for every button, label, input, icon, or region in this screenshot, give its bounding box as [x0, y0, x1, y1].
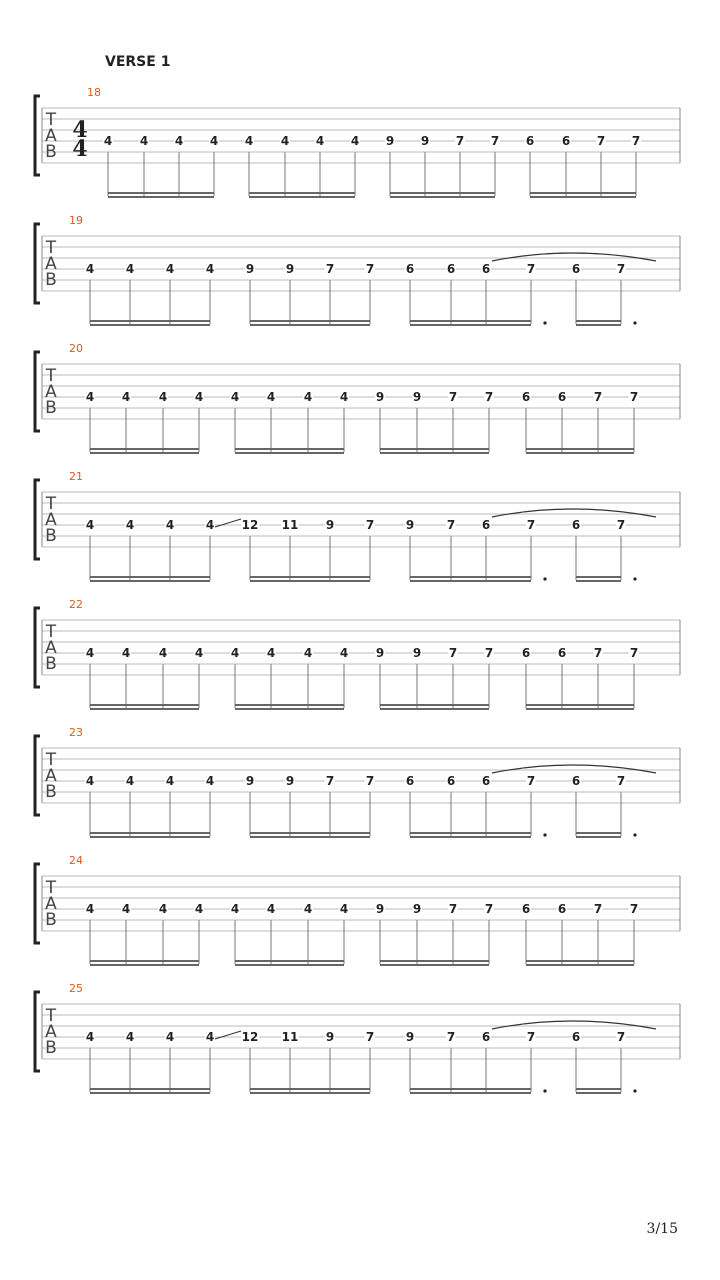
clef-a: A [45, 382, 57, 402]
fret-number: 7 [365, 774, 375, 788]
fret-number: 4 [125, 262, 135, 276]
fret-number: 6 [446, 774, 456, 788]
beam-primary [90, 320, 210, 322]
rhythm-dot [633, 577, 636, 580]
fret-number: 6 [521, 390, 531, 404]
clef-t: T [45, 366, 57, 386]
fret-number: 9 [405, 518, 415, 532]
fret-number: 7 [593, 902, 603, 916]
staff-20 [35, 342, 680, 454]
fret-number: 7 [616, 518, 626, 532]
beam-primary [410, 576, 531, 578]
beam-primary [576, 832, 621, 834]
beam-primary [90, 448, 199, 450]
fret-number: 7 [448, 902, 458, 916]
clef-t: T [45, 878, 57, 898]
beam-secondary [576, 836, 621, 838]
fret-number: 4 [103, 134, 113, 148]
time-signature-bottom: 4 [72, 136, 88, 162]
clef-b: B [45, 142, 57, 162]
beam-primary [235, 704, 344, 706]
page-number: 3/15 [646, 1221, 678, 1237]
fret-number: 9 [245, 774, 255, 788]
fret-number: 7 [455, 134, 465, 148]
beam-primary [410, 1088, 531, 1090]
clef-a: A [45, 126, 57, 146]
beam-secondary [410, 1092, 531, 1094]
beam-secondary [235, 452, 344, 454]
fret-number: 4 [165, 262, 175, 276]
fret-number: 7 [448, 390, 458, 404]
fret-number: 4 [85, 262, 95, 276]
beam-secondary [250, 580, 370, 582]
system-bracket [35, 992, 40, 1071]
system-bracket [35, 480, 40, 559]
system-bracket [35, 352, 40, 431]
fret-number: 4 [121, 646, 131, 660]
beam-secondary [249, 196, 355, 198]
fret-number: 9 [325, 1030, 335, 1044]
fret-number: 6 [571, 1030, 581, 1044]
fret-number: 7 [596, 134, 606, 148]
beam-secondary [235, 964, 344, 966]
fret-number: 4 [139, 134, 149, 148]
beam-secondary [576, 324, 621, 326]
beam-primary [410, 832, 531, 834]
system-bracket [35, 224, 40, 303]
beam-primary [235, 960, 344, 962]
fret-number: 6 [405, 262, 415, 276]
fret-number: 4 [205, 1030, 215, 1044]
bar-number: 22 [69, 598, 83, 611]
fret-number: 9 [420, 134, 430, 148]
fret-number: 4 [266, 390, 276, 404]
beam-secondary [90, 580, 210, 582]
bar-number: 25 [69, 982, 83, 995]
rhythm-dot [633, 1089, 636, 1092]
tie-arc [492, 509, 656, 517]
fret-number: 6 [571, 518, 581, 532]
beam-secondary [576, 1092, 621, 1094]
fret-number: 9 [285, 262, 295, 276]
rhythm-dot [633, 833, 636, 836]
beam-secondary [526, 452, 634, 454]
beam-secondary [410, 580, 531, 582]
fret-number: 11 [281, 518, 299, 532]
clef-t: T [45, 622, 57, 642]
clef-t: T [45, 750, 57, 770]
clef-t: T [45, 110, 57, 130]
beam-secondary [90, 836, 210, 838]
beam-secondary [380, 708, 489, 710]
clef-a: A [45, 638, 57, 658]
beam-primary [90, 576, 210, 578]
rhythm-dot [543, 321, 546, 324]
clef-a: A [45, 894, 57, 914]
fret-number: 6 [481, 774, 491, 788]
fret-number: 7 [631, 134, 641, 148]
beam-primary [108, 192, 214, 194]
fret-number: 7 [616, 1030, 626, 1044]
beam-primary [576, 320, 621, 322]
fret-number: 12 [241, 518, 259, 532]
fret-number: 7 [446, 1030, 456, 1044]
beam-primary [576, 576, 621, 578]
beam-secondary [576, 580, 621, 582]
fret-number: 4 [230, 390, 240, 404]
beam-primary [90, 704, 199, 706]
fret-number: 7 [616, 774, 626, 788]
fret-number: 6 [446, 262, 456, 276]
staff-22 [35, 598, 680, 710]
fret-number: 4 [205, 518, 215, 532]
staff-24 [35, 854, 680, 966]
fret-number: 4 [85, 774, 95, 788]
staff-23 [35, 726, 680, 838]
fret-number: 7 [325, 774, 335, 788]
clef-b: B [45, 654, 57, 674]
fret-number: 4 [165, 1030, 175, 1044]
fret-number: 6 [521, 902, 531, 916]
fret-number: 4 [158, 902, 168, 916]
clef-a: A [45, 766, 57, 786]
fret-number: 4 [266, 646, 276, 660]
rhythm-dot [543, 1089, 546, 1092]
fret-number: 6 [481, 518, 491, 532]
staff-18 [35, 86, 680, 198]
beam-secondary [380, 964, 489, 966]
beam-primary [90, 960, 199, 962]
beam-secondary [90, 452, 199, 454]
clef-t: T [45, 238, 57, 258]
fret-number: 6 [557, 902, 567, 916]
beam-secondary [90, 1092, 210, 1094]
fret-number: 4 [121, 390, 131, 404]
fret-number: 9 [285, 774, 295, 788]
bar-number: 21 [69, 470, 83, 483]
fret-number: 7 [526, 518, 536, 532]
bar-number: 23 [69, 726, 83, 739]
system-bracket [35, 736, 40, 815]
beam-primary [526, 448, 634, 450]
beam-primary [250, 1088, 370, 1090]
beam-primary [380, 704, 489, 706]
fret-number: 7 [593, 646, 603, 660]
beam-primary [250, 320, 370, 322]
fret-number: 6 [481, 1030, 491, 1044]
beam-primary [576, 1088, 621, 1090]
tie-arc [492, 1021, 656, 1029]
slide-line [215, 519, 241, 527]
fret-number: 4 [303, 902, 313, 916]
tie-arc [492, 253, 656, 261]
fret-number: 7 [629, 902, 639, 916]
fret-number: 6 [561, 134, 571, 148]
fret-number: 4 [125, 1030, 135, 1044]
beam-secondary [410, 836, 531, 838]
tie-arc [492, 765, 656, 773]
bar-number: 24 [69, 854, 83, 867]
clef-t: T [45, 1006, 57, 1026]
beam-secondary [526, 964, 634, 966]
beam-primary [410, 320, 531, 322]
fret-number: 7 [325, 262, 335, 276]
beam-primary [90, 832, 210, 834]
fret-number: 4 [125, 518, 135, 532]
fret-number: 4 [315, 134, 325, 148]
fret-number: 4 [121, 902, 131, 916]
fret-number: 4 [85, 1030, 95, 1044]
fret-number: 4 [165, 774, 175, 788]
fret-number: 4 [339, 646, 349, 660]
clef-b: B [45, 1038, 57, 1058]
fret-number: 6 [405, 774, 415, 788]
bar-number: 19 [69, 214, 83, 227]
bar-number: 18 [87, 86, 101, 99]
beam-secondary [380, 452, 489, 454]
fret-number: 4 [85, 518, 95, 532]
fret-number: 7 [629, 646, 639, 660]
fret-number: 6 [571, 262, 581, 276]
staff-19 [35, 214, 680, 326]
fret-number: 7 [365, 1030, 375, 1044]
clef-b: B [45, 526, 57, 546]
fret-number: 9 [412, 390, 422, 404]
beam-secondary [90, 708, 199, 710]
beam-primary [249, 192, 355, 194]
fret-number: 4 [350, 134, 360, 148]
clef-a: A [45, 510, 57, 530]
beam-secondary [250, 324, 370, 326]
fret-number: 11 [281, 1030, 299, 1044]
section-title: VERSE 1 [105, 54, 171, 70]
fret-number: 4 [85, 390, 95, 404]
time-signature-top: 4 [72, 117, 88, 143]
staff-25 [35, 982, 680, 1094]
fret-number: 7 [484, 390, 494, 404]
beam-secondary [108, 196, 214, 198]
fret-number: 7 [526, 774, 536, 788]
beam-primary [390, 192, 495, 194]
beam-secondary [410, 324, 531, 326]
beam-primary [526, 960, 634, 962]
fret-number: 4 [174, 134, 184, 148]
fret-number: 6 [557, 646, 567, 660]
fret-number: 4 [165, 518, 175, 532]
fret-number: 7 [448, 646, 458, 660]
fret-number: 4 [194, 902, 204, 916]
clef-a: A [45, 254, 57, 274]
beam-primary [90, 1088, 210, 1090]
beam-secondary [526, 708, 634, 710]
fret-number: 4 [85, 646, 95, 660]
fret-number: 6 [481, 262, 491, 276]
fret-number: 7 [526, 262, 536, 276]
fret-number: 7 [616, 262, 626, 276]
fret-number: 7 [526, 1030, 536, 1044]
clef-b: B [45, 398, 57, 418]
system-bracket [35, 608, 40, 687]
staff-21 [35, 470, 680, 582]
fret-number: 4 [280, 134, 290, 148]
fret-number: 4 [339, 390, 349, 404]
fret-number: 4 [85, 902, 95, 916]
fret-number: 4 [303, 390, 313, 404]
fret-number: 9 [375, 902, 385, 916]
beam-primary [380, 448, 489, 450]
beam-secondary [90, 964, 199, 966]
fret-number: 9 [405, 1030, 415, 1044]
fret-number: 4 [339, 902, 349, 916]
beam-primary [530, 192, 636, 194]
fret-number: 4 [205, 262, 215, 276]
fret-number: 7 [365, 262, 375, 276]
fret-number: 4 [194, 646, 204, 660]
fret-number: 12 [241, 1030, 259, 1044]
beam-primary [250, 576, 370, 578]
clef-b: B [45, 270, 57, 290]
fret-number: 7 [484, 646, 494, 660]
beam-primary [380, 960, 489, 962]
fret-number: 6 [571, 774, 581, 788]
fret-number: 7 [593, 390, 603, 404]
fret-number: 4 [205, 774, 215, 788]
beam-secondary [530, 196, 636, 198]
fret-number: 4 [158, 390, 168, 404]
slide-line [215, 1031, 241, 1039]
beam-secondary [250, 836, 370, 838]
fret-number: 6 [557, 390, 567, 404]
beam-secondary [250, 1092, 370, 1094]
clef-t: T [45, 494, 57, 514]
beam-secondary [90, 324, 210, 326]
system-bracket [35, 864, 40, 943]
clef-b: B [45, 910, 57, 930]
fret-number: 9 [412, 646, 422, 660]
fret-number: 4 [303, 646, 313, 660]
beam-primary [235, 448, 344, 450]
rhythm-dot [543, 577, 546, 580]
fret-number: 9 [375, 646, 385, 660]
fret-number: 9 [385, 134, 395, 148]
beam-primary [250, 832, 370, 834]
rhythm-dot [543, 833, 546, 836]
fret-number: 4 [194, 390, 204, 404]
fret-number: 9 [375, 390, 385, 404]
beam-primary [526, 704, 634, 706]
fret-number: 7 [490, 134, 500, 148]
beam-secondary [235, 708, 344, 710]
fret-number: 9 [245, 262, 255, 276]
fret-number: 4 [266, 902, 276, 916]
fret-number: 7 [446, 518, 456, 532]
system-bracket [35, 96, 40, 175]
fret-number: 4 [230, 902, 240, 916]
rhythm-dot [633, 321, 636, 324]
clef-b: B [45, 782, 57, 802]
fret-number: 7 [484, 902, 494, 916]
fret-number: 9 [325, 518, 335, 532]
fret-number: 4 [230, 646, 240, 660]
beam-secondary [390, 196, 495, 198]
fret-number: 4 [125, 774, 135, 788]
fret-number: 9 [412, 902, 422, 916]
fret-number: 4 [209, 134, 219, 148]
fret-number: 6 [525, 134, 535, 148]
fret-number: 4 [244, 134, 254, 148]
clef-a: A [45, 1022, 57, 1042]
fret-number: 4 [158, 646, 168, 660]
fret-number: 7 [629, 390, 639, 404]
fret-number: 6 [521, 646, 531, 660]
fret-number: 7 [365, 518, 375, 532]
bar-number: 20 [69, 342, 83, 355]
